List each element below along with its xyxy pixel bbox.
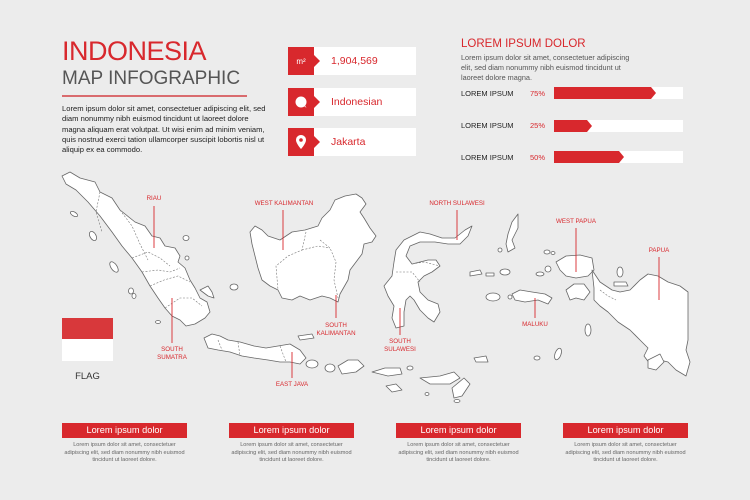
region-label-riau: RIAU <box>146 195 162 202</box>
island-seram <box>512 290 552 304</box>
intro-text: Lorem ipsum dolor sit amet, consectetuer adipiscing elit, sed diam nonummy nibh euismod tincidunt ut laoreet dolore magna aliquam erat volutpat. Ut wisi enim ad minim veniam, quis nostrud exerci tation ullamcorper suscipit lobortis nisl ut aliquip ex ea commodo. <box>62 104 266 155</box>
bar-label: LOREM IPSUM <box>461 121 514 130</box>
bar-percent: 50% <box>530 153 546 162</box>
info-card <box>62 423 187 465</box>
card-text: Lorem ipsum dolor sit amet, consectetuer adipiscing elit, sed diam nonummy nibh euismod tincidunt ut laoreet dolore. <box>231 442 352 463</box>
bar-label: LOREM IPSUM <box>461 153 514 162</box>
label-line: SUMATRA <box>157 354 187 361</box>
indonesia-flag <box>62 318 113 361</box>
region-label-south-sumatra <box>150 346 194 362</box>
label-line: SULAWESI <box>384 346 416 353</box>
bars-heading: LOREM IPSUM DOLOR <box>461 38 586 50</box>
flag-red-band <box>62 318 113 339</box>
area-icon: m² <box>296 56 306 66</box>
info-card <box>229 423 354 465</box>
island-papua-birdhead <box>556 255 594 278</box>
stat-value: Indonesian <box>331 96 383 108</box>
label-line: SOUTH <box>161 346 183 353</box>
island-java <box>204 334 306 364</box>
island-sumatra <box>62 172 210 326</box>
bar-percent: 75% <box>530 89 546 98</box>
stat-value: Jakarta <box>331 136 366 148</box>
card-title: Lorem ipsum dolor <box>563 423 688 438</box>
card-text: Lorem ipsum dolor sit amet, consectetuer adipiscing elit, sed diam nonummy nibh euismod tincidunt ut laoreet dolore. <box>64 442 185 463</box>
region-label-east-java: EAST JAVA <box>275 381 309 388</box>
flag-white-band <box>62 339 113 361</box>
info-card <box>396 423 521 465</box>
flag-label: FLAG <box>75 371 100 382</box>
bar-percent: 25% <box>530 121 546 130</box>
island-kalimantan <box>250 194 376 302</box>
region-label-south-kalimantan <box>310 322 362 338</box>
card-title: Lorem ipsum dolor <box>62 423 187 438</box>
card-title: Lorem ipsum dolor <box>229 423 354 438</box>
card-title: Lorem ipsum dolor <box>396 423 521 438</box>
bar-label: LOREM IPSUM <box>461 89 514 98</box>
region-label-west-kalimantan: WEST KALIMANTAN <box>254 200 314 207</box>
info-card <box>563 423 688 465</box>
page-title: INDONESIA <box>62 36 207 66</box>
region-label-papua: PAPUA <box>648 247 670 254</box>
page-subtitle: MAP INFOGRAPHIC <box>62 68 241 89</box>
bars-description: Lorem ipsum dolor sit amet, consectetuer adipiscing elit, sed diam nonummy nibh euismod tincidunt ut laoreet dolore magna. <box>461 53 630 82</box>
label-line: SOUTH <box>325 322 347 329</box>
island-papua <box>592 270 690 376</box>
stat-value: 1,904,569 <box>331 55 378 67</box>
card-text: Lorem ipsum dolor sit amet, consectetuer adipiscing elit, sed diam nonummy nibh euismod tincidunt ut laoreet dolore. <box>565 442 686 463</box>
region-label-north-sulawesi: NORTH SULAWESI <box>429 200 485 207</box>
label-line: SOUTH <box>389 338 411 345</box>
label-line: KALIMANTAN <box>316 330 356 337</box>
card-text: Lorem ipsum dolor sit amet, consectetuer adipiscing elit, sed diam nonummy nibh euismod tincidunt ut laoreet dolore. <box>398 442 519 463</box>
region-label-maluku: MALUKU <box>522 321 548 328</box>
island-sulawesi <box>384 226 472 328</box>
region-label-south-sulawesi <box>380 338 420 354</box>
region-label-west-papua: WEST PAPUA <box>556 218 596 225</box>
